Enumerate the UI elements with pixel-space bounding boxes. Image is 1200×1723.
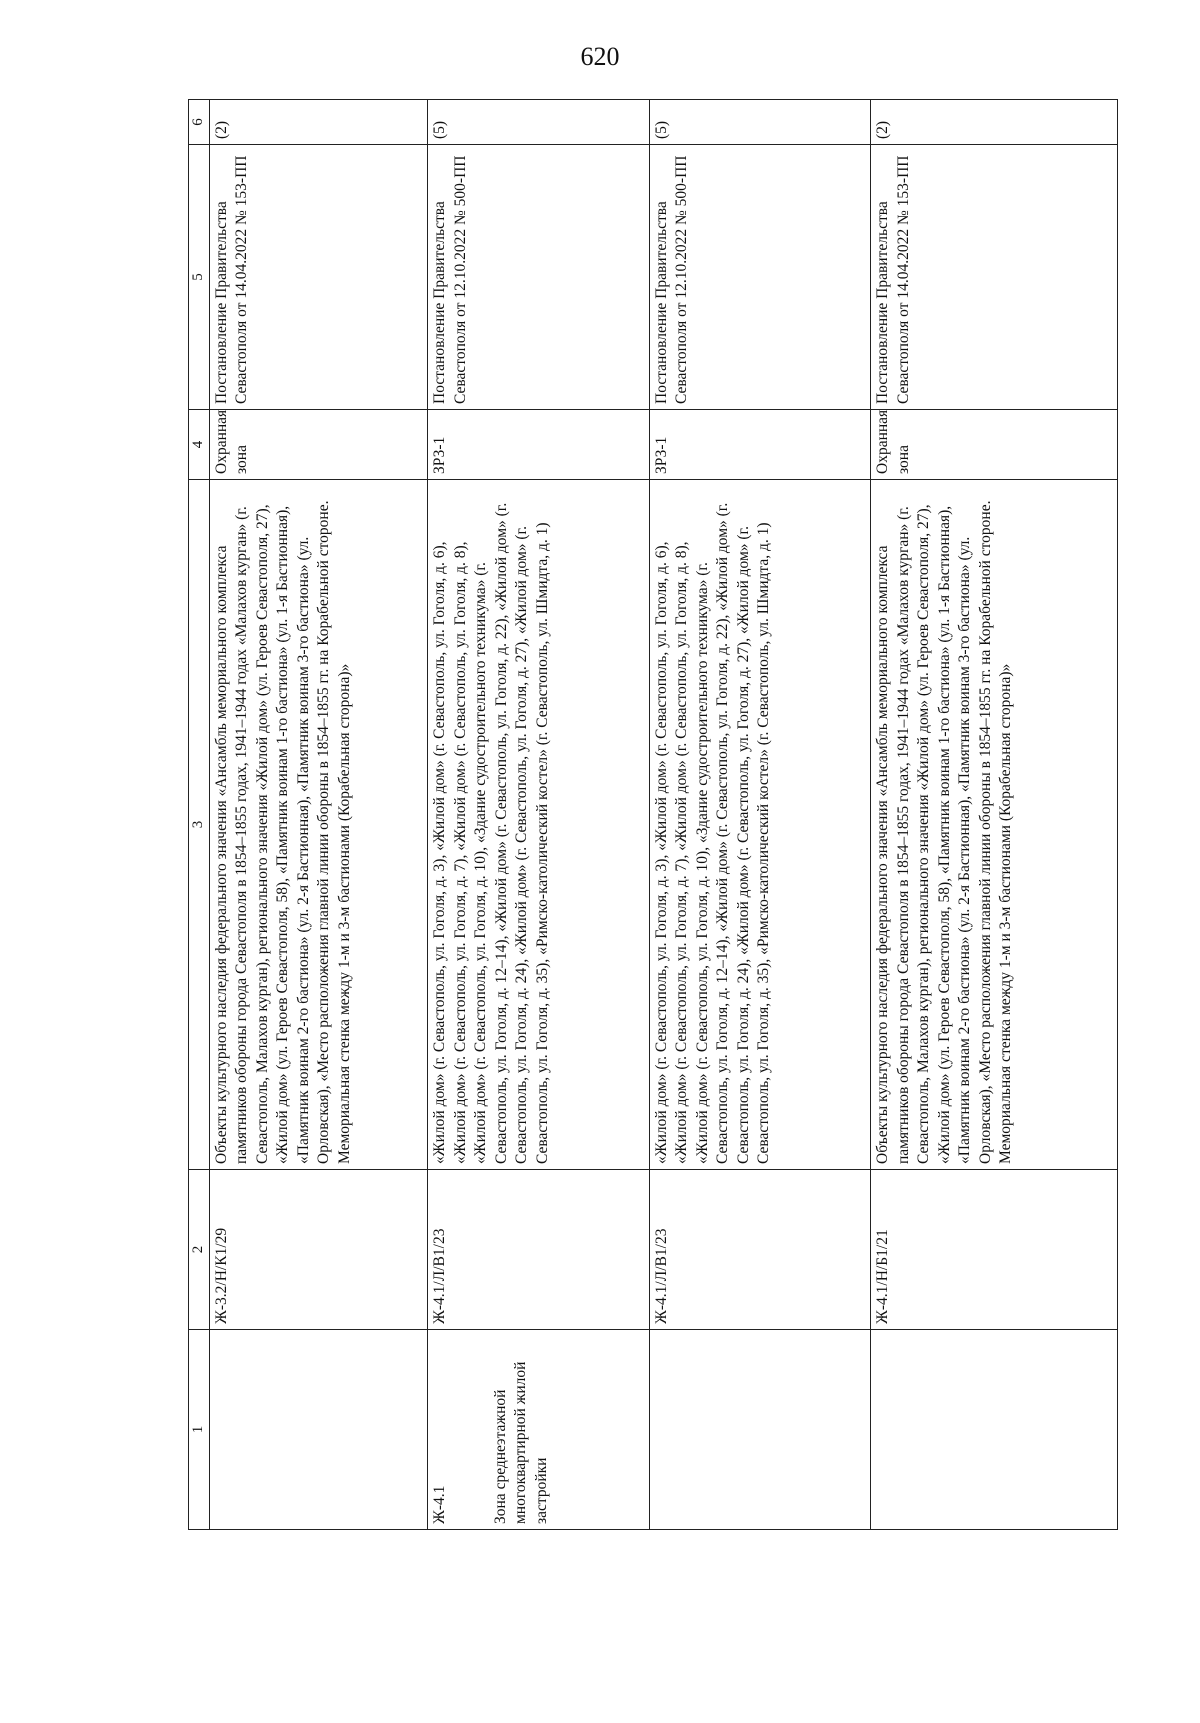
heritage-objects-cell: Объекты культурного наследия федерального значения «Ансамбль мемориального комплекса памятников обороны города Севастополя в 1854–1855 годах, 1941–1944 годах «Малахов курган» (г. Севастополь, Малахов курган), регионального значения «Жилой дом» (ул. Героев Севастополя, 27), «Жилой дом» (ул. Героев Севастополя, 58), «Памятник воинам 1-го бастиона» (ул. 1-я Бастионная), «Памятник воинам 2-го бастиона» (ул. 2-я Бастионная), «Памятник воинам 3-го бастиона» (ул. Орловская), «Место расположения главной линии обороны в 1854–1855 гг. на Корабельной стороне. Мемориальная стенка между 1-м и 3-м бастионами (Корабельная сторона)»	[210, 480, 428, 1170]
header-col-2: 2	[189, 1170, 210, 1330]
rotated-table-frame	[188, 100, 1118, 1530]
header-col-3: 3	[189, 480, 210, 1170]
zone-type-cell: Охранная зона	[210, 410, 428, 480]
zone-cell	[649, 1330, 870, 1530]
zone-id-cell: Ж-4.1/Н/Б1/21	[871, 1170, 1118, 1330]
page-number: 620	[580, 42, 620, 71]
table-header-row	[189, 100, 210, 1530]
heritage-objects-cell: Объекты культурного наследия федерального значения «Ансамбль мемориального комплекса памятников обороны города Севастополя в 1854–1855 годах, 1941–1944 годах «Малахов курган» (г. Севастополь, Малахов курган), регионального значения «Жилой дом» (ул. Героев Севастополя, 27), «Жилой дом» (ул. Героев Севастополя, 58), «Памятник воинам 1-го бастиона» (ул. 1-я Бастионная), «Памятник воинам 2-го бастиона» (ул. 2-я Бастионная), «Памятник воинам 3-го бастиона» (ул. Орловская), «Место расположения главной линии обороны в 1854–1855 гг. на Корабельной стороне. Мемориальная стенка между 1-м и 3-м бастионами (Корабельная сторона)»	[871, 480, 1118, 1170]
zone-code: Ж-4.1	[431, 1485, 449, 1524]
header-col-6: 6	[189, 100, 210, 145]
table-row	[428, 100, 649, 1530]
zone-cell	[428, 1330, 649, 1530]
heritage-objects-cell: «Жилой дом» (г. Севастополь, ул. Гоголя, д. 3), «Жилой дом» (г. Севастополь, ул. Гоголя, д. 6), «Жилой дом» (г. Севастополь, ул. Гоголя, д. 7), «Жилой дом» (г. Севастополь, ул. Гоголя, д. 8), «Жилой дом» (г. Севастополь, ул. Гоголя, д. 10), «Здание судостроительного техникума» (г. Севастополь, ул. Гоголя, д. 12–14), «Жилой дом» (г. Севастополь, ул. Гоголя, д. 22), «Жилой дом» (г. Севастополь, ул. Гоголя, д. 24), «Жилой дом» (г. Севастополь, ул. Гоголя, д. 27), «Жилой дом» (г. Севастополь, ул. Гоголя, д. 35), «Римско-католический костел» (г. Севастополь, ул. Шмидта, д. 1)	[649, 480, 870, 1170]
reference-cell: (2)	[871, 100, 1118, 145]
reference-cell: (5)	[428, 100, 649, 145]
legal-document-cell: Постановление Правительства Севастополя от 12.10.2022 № 500-ПП	[649, 145, 870, 410]
legal-document-cell: Постановление Правительства Севастополя от 14.04.2022 № 153-ПП	[210, 145, 428, 410]
zone-cell	[871, 1330, 1118, 1530]
zone-type-cell: ЗРЗ-1	[428, 410, 649, 480]
reference-cell: (5)	[649, 100, 870, 145]
table-row	[649, 100, 870, 1530]
heritage-objects-cell: «Жилой дом» (г. Севастополь, ул. Гоголя, д. 3), «Жилой дом» (г. Севастополь, ул. Гоголя, д. 6), «Жилой дом» (г. Севастополь, ул. Гоголя, д. 7), «Жилой дом» (г. Севастополь, ул. Гоголя, д. 8), «Жилой дом» (г. Севастополь, ул. Гоголя, д. 10), «Здание судостроительного техникума» (г. Севастополь, ул. Гоголя, д. 12–14), «Жилой дом» (г. Севастополь, ул. Гоголя, д. 22), «Жилой дом» (г. Севастополь, ул. Гоголя, д. 24), «Жилой дом» (г. Севастополь, ул. Гоголя, д. 27), «Жилой дом» (г. Севастополь, ул. Гоголя, д. 35), «Римско-католический костел» (г. Севастополь, ул. Шмидта, д. 1)	[428, 480, 649, 1170]
header-col-4: 4	[189, 410, 210, 480]
zone-cell	[210, 1330, 428, 1530]
header-col-5: 5	[189, 145, 210, 410]
legal-document-cell: Постановление Правительства Севастополя от 14.04.2022 № 153-ПП	[871, 145, 1118, 410]
zones-table-container	[188, 100, 1118, 1530]
zone-name: Зона среднеэтажной многоквартирной жилой застройки	[491, 1361, 550, 1524]
zone-type-cell: Охранная зона	[871, 410, 1118, 480]
table-row	[871, 100, 1118, 1530]
zone-id-cell: Ж-4.1/Л/В1/23	[649, 1170, 870, 1330]
legal-document-cell: Постановление Правительства Севастополя от 12.10.2022 № 500-ПП	[428, 145, 649, 410]
reference-cell: (2)	[210, 100, 428, 145]
zone-id-cell: Ж-4.1/Л/В1/23	[428, 1170, 649, 1330]
header-col-1: 1	[189, 1330, 210, 1530]
zone-id-cell: Ж-3.2/Н/К1/29	[210, 1170, 428, 1330]
table-row	[210, 100, 428, 1530]
zones-table	[188, 99, 1118, 1530]
zone-type-cell: ЗРЗ-1	[649, 410, 870, 480]
